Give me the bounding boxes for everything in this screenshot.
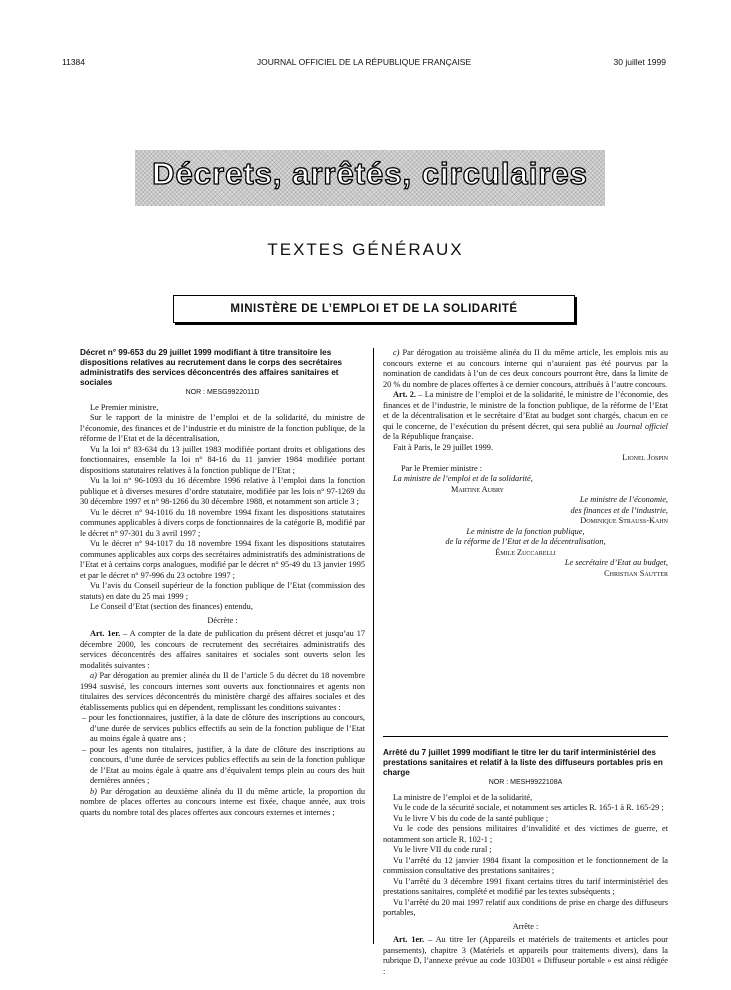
decree-intro-2: Vu la loi n° 83-634 du 13 juillet 1983 modifiée portant droits et obligations des fonctionnaires, ensemble la loi n° 84-16 du 11 janvier 1984 modifiée portant dispositions statutaires relatives à la fonction publique de l’Etat ;	[80, 444, 365, 475]
art1-text: – A compter de la date de publication du présent décret et jusqu’au 17 décembre 2000, les concours de recrutement des secrétaires administratifs des services déconcentrés des affaires sanitaires et sociales sont ouverts selon les modalités suivantes :	[80, 629, 365, 670]
decree-dash-2: – pour les agents non titulaires, justifier, à la date de clôture des inscriptions au concours, d’une durée de services publics effectifs au sein de la fonction publique de l’Etat au moins égale à quatre ans d’équivalent temps plein au cours des huit dernières années ;	[82, 744, 365, 785]
decree-para-b	[80, 787, 365, 819]
arrete-word: Arrête :	[512, 921, 539, 931]
sig2-title-2: des finances et de l’industrie,	[570, 505, 668, 515]
arrete-intro-4: Vu le livre VII du code rural ;	[393, 845, 492, 854]
arrete-intro-0: La ministre de l’emploi et de la solidarité,	[393, 792, 533, 802]
section-banner	[135, 150, 605, 206]
right-column	[383, 348, 668, 579]
decree-title: Décret n° 99-653 du 29 juillet 1999 modifiant à titre transitoire les dispositions relatives au recrutement dans le corps des secrétaires administratifs des services déconcentrés des affaires sanitaires et sociales	[80, 348, 343, 387]
publication-date: 30 juillet 1999	[613, 57, 666, 67]
par-premier-ministre: Par le Premier ministre :	[401, 463, 483, 473]
arrete-intro-6: Vu l’arrêté du 3 décembre 1991 fixant certains titres du tarif interministériel des prestations sanitaires, complété et modifié par les textes subséquents ;	[383, 876, 668, 896]
art1-label: Art. 1er.	[90, 629, 121, 638]
decree-dash-1: – pour les fonctionnaires, justifier, à la date de clôture des inscriptions au concours, d’une durée de services publics effectifs au sein de la fonction publique de l’Etat au moins égale à quatre ans ;	[82, 713, 365, 743]
pm-signature: Lionel Jospin	[622, 453, 668, 462]
decree-intro-5: Vu le décret n° 94-1017 du 18 novembre 1994 fixant les dispositions statutaires communes applicables aux corps des secrétaires administratifs des administrations de l’Etat et à certains corps analogues, modifié par le décret n° 95-49 du 13 janvier 1995 et par le décret n° 97-996 du 23 octobre 1997 ;	[80, 539, 365, 580]
banner-title: Décrets, arrêtés, circulaires	[152, 156, 588, 191]
arrete-intro-5: Vu l’arrêté du 12 janvier 1984 fixant la composition et le fonctionnement de la commission consultative des prestations sanitaires ;	[383, 855, 668, 875]
art2-label: Art. 2.	[393, 390, 417, 399]
journal-title: JOURNAL OFFICIEL DE LA RÉPUBLIQUE FRANÇAISE	[256, 57, 472, 67]
sig1-title: La ministre de l’emploi et de la solidarité,	[393, 474, 533, 483]
left-column	[80, 348, 365, 818]
arrete-nor: NOR : MESH9922108A	[488, 779, 563, 786]
sig4-name: Christian Sautter	[604, 568, 668, 578]
decree-intro-1: Sur le rapport de la ministre de l’emploi et de la solidarité, du ministre de l’économie, des finances et de l’industrie et du ministre de la fonction publique, de la réforme de l’Etat et de la décentralisation,	[80, 413, 365, 443]
arrete-block	[383, 748, 668, 977]
sig3-title-2: de la réforme de l’Etat et de la décentralisation,	[445, 537, 606, 546]
decree-intro-7: Le Conseil d’Etat (section des finances) entendu,	[90, 602, 253, 611]
decree-done: Fait à Paris, le 29 juillet 1999.	[393, 442, 494, 452]
sig3-name: Émile Zuccarelli	[495, 547, 556, 557]
art2-text: – La ministre de l’emploi et de la solidarité, le ministre de l’économie, des finances et de l’industrie, le ministre de la fonction publique, de la réforme de l’Etat et de la décentralisation et le secrétaire d’Etat au budget sont chargés, chacun en ce qui le concerne, de l’exécution du présent décret, qui sera publié au	[383, 390, 669, 431]
arrete-art1-text: – Au titre Ier (Appareils et matériels de traitements et articles pour pansements), chapitre 3 (Matériels et appareils pour traitements divers), dans la rubrique D, l’annexe prévue au code 103D01 « Diffuseur portable » est ainsi rédigée :	[383, 935, 668, 976]
para-a-label: a)	[90, 671, 97, 680]
decree-art2	[383, 390, 668, 443]
arrete-art1-label: Art. 1er.	[393, 935, 425, 944]
arrete-intro-1: Vu le code de la sécurité sociale, et notamment ses articles R. 165-1 à R. 165-29 ;	[393, 803, 664, 812]
para-c-text: Par dérogation au troisième alinéa du II du même article, les emplois mis au concours externe et au concours interne qui n’auraient pas été pourvus par la nomination de candidats à l’un de ces deux concours pourront être, dans la limite de 20 % du nombre de places offertes à ce dernier concours, attribués à l’autre concours.	[383, 348, 668, 389]
sig2-title-1: Le ministre de l’économie,	[579, 495, 668, 504]
decree-para-c	[383, 348, 668, 390]
arrete-intro-7: Vu l’arrêté du 20 mai 1997 relatif aux conditions de prise en charge des diffuseurs portables,	[383, 897, 668, 917]
ministry-box: MINISTÈRE DE L’EMPLOI ET DE LA SOLIDARITÉ	[173, 295, 575, 323]
decree-art1	[80, 629, 365, 671]
decree-intro-6: Vu l’avis du Conseil supérieur de la fonction publique de l’Etat (commission des statuts) en date du 25 mai 1999 ;	[80, 581, 365, 601]
sig4-title: Le secrétaire d’Etat au budget,	[564, 558, 668, 567]
para-b-text: Par dérogation au deuxième alinéa du II du même article, la proportion du nombre de places offertes au concours interne est fixée, chaque année, aux trois quarts du nombre total des places offertes aux concours externes et internes ;	[80, 786, 365, 817]
column-divider	[373, 348, 374, 944]
sig3-title-1: Le ministre de la fonction publique,	[466, 526, 585, 536]
sig2-name: Dominique Strauss-Kahn	[580, 516, 668, 525]
decree-intro-3: Vu la loi n° 96-1093 du 16 décembre 1996 relative à l’emploi dans la fonction publique et à diverses mesures d’ordre statutaire, modifiée par les lois n° 97-1269 du 30 décembre 1997 et n° 98-1266 du 30 décembre 1988, et notamment son article 3 ;	[80, 476, 365, 506]
decree-nor: NOR : MESG9922011D	[185, 389, 260, 396]
decree-intro-4: Vu le décret n° 94-1016 du 18 novembre 1994 fixant les dispositions statutaires communes applicables à divers corps de fonctionnaires de la catégorie B, modifié par le décret n° 97-301 du 3 avril 1997 ;	[80, 507, 365, 538]
text-separator	[383, 736, 668, 737]
page-number: 11384	[62, 57, 86, 67]
art2-end: de la République française.	[383, 432, 474, 441]
para-b-label: b)	[90, 786, 97, 796]
sig1-name: Martine Aubry	[451, 484, 504, 494]
arrete-intro-3: Vu le code des pensions militaires d’invalidité et des victimes de guerre, et notamment son article R. 102-1 ;	[383, 824, 668, 844]
art2-journal: Journal officiel	[616, 421, 668, 431]
arrete-title: Arrêté du 7 juillet 1999 modifiant le titre Ier du tarif interministériel des prestations sanitaires et relatif à la liste des diffuseurs portables pris en charge	[383, 748, 663, 777]
decree-para-a	[80, 671, 365, 713]
section-title: TEXTES GÉNÉRAUX	[267, 240, 464, 259]
arrete-intro-2: Vu le livre V bis du code de la santé publique ;	[393, 813, 549, 823]
decree-intro-0: Le Premier ministre,	[90, 402, 159, 412]
para-c-label: c)	[393, 348, 400, 357]
para-a-text: Par dérogation au premier alinéa du II de l’article 5 du décret du 18 novembre 1994 susvisé, les concours internes sont ouverts aux fonctionnaires et agents non titulaires des services déconcentrés du ministère chargé des affaires sociales et des établissements publics qui en dépendent, remplissant les conditions suivantes :	[80, 671, 365, 712]
decree-decrete: Décrète :	[207, 615, 238, 625]
arrete-art1	[383, 935, 668, 977]
